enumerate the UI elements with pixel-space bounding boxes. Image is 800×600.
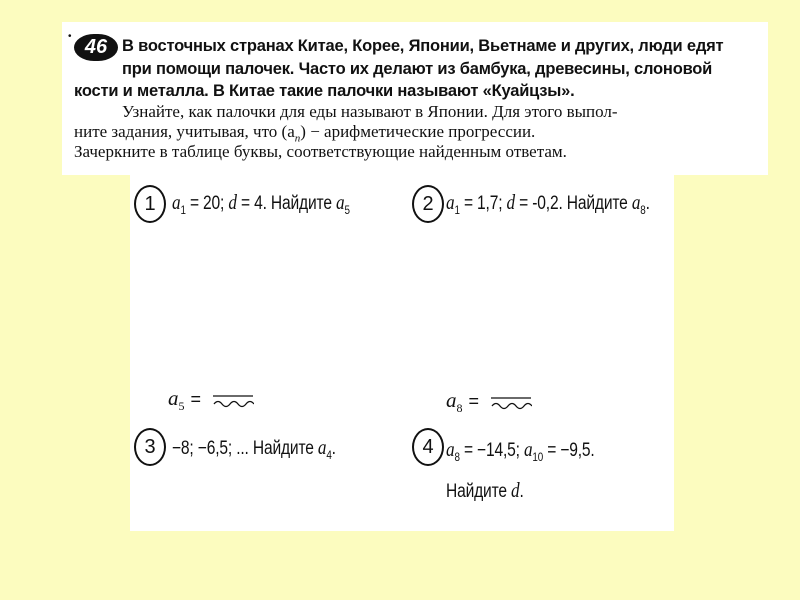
p1-text-2: = 4. Найдите xyxy=(236,193,336,214)
p2-text-1: = 1,7; xyxy=(459,193,507,214)
problem-3-text xyxy=(172,435,336,462)
p3-var-a4: a xyxy=(317,435,327,459)
p4-var-d: d xyxy=(511,478,520,502)
instruction-line-2-text: ните задания, учитывая, что (a xyxy=(74,122,295,141)
problem-2-number: 2 xyxy=(412,185,444,223)
p4-sub-10: 10 xyxy=(532,449,544,464)
answer-1-blank[interactable] xyxy=(212,393,254,409)
problem-4-text xyxy=(446,437,595,464)
p1-text-1: = 20; xyxy=(185,193,229,214)
problem-1-number: 1 xyxy=(134,185,166,223)
intro-line-1: В восточных странах Китае, Корее, Японии, Вьетнаме и других, люди едят xyxy=(122,37,724,55)
p1-var-d: d xyxy=(228,190,237,214)
answer-2 xyxy=(446,388,532,416)
p4-tail: . xyxy=(519,481,524,502)
ans1-eq: = xyxy=(190,389,202,409)
instruction-line-2-rest: ) − арифметические прогрессии. xyxy=(300,122,536,141)
problem-4-text-line-2 xyxy=(446,478,524,503)
intro-line-2: при помощи палочек. Часто их делают из бамбука, древесины, слоновой xyxy=(122,60,713,78)
p3-text-1: −8; −6,5; ... Найдите xyxy=(172,438,318,459)
p4-line2: Найдите xyxy=(446,481,512,502)
intro-line-3: кости и металла. В Китае такие палочки называют «Куайцзы». xyxy=(74,82,575,100)
ans2-sub: 8 xyxy=(456,400,463,415)
p1-var-a: a xyxy=(172,190,181,214)
answer-2-blank[interactable] xyxy=(490,395,532,411)
p2-sub-1: 1 xyxy=(454,202,460,217)
ans1-sub: 5 xyxy=(178,398,185,413)
p2-var-a: a xyxy=(446,190,455,214)
p2-tail: . xyxy=(645,193,650,214)
p3-sub-4: 4 xyxy=(326,447,332,462)
p2-sub-8: 8 xyxy=(640,202,646,217)
problem-4-number: 4 xyxy=(412,428,444,466)
ans2-eq: = xyxy=(468,391,480,411)
problem-3-number: 3 xyxy=(134,428,166,466)
p1-sub-1: 1 xyxy=(180,202,186,217)
p3-tail: . xyxy=(331,438,336,459)
answer-1 xyxy=(168,386,254,414)
problem-1-text xyxy=(172,190,350,217)
p4-var-a8: a xyxy=(446,437,455,461)
task-number-badge: 46 xyxy=(74,34,118,61)
ans1-var: a xyxy=(168,386,179,410)
problems-panel xyxy=(130,175,674,531)
instruction-line-3: Зачеркните в таблице буквы, соответствующие найденным ответам. xyxy=(74,142,567,161)
instruction-line-1: Узнайте, как палочки для еды называют в Японии. Для этого выпол- xyxy=(122,102,618,121)
p1-sub-5: 5 xyxy=(344,202,350,217)
p4-text-1: = −14,5; xyxy=(459,440,524,461)
p2-var-a8: a xyxy=(631,190,641,214)
p1-var-a5: a xyxy=(335,190,345,214)
p2-var-d: d xyxy=(506,190,515,214)
p4-var-a10: a xyxy=(523,437,533,461)
problem-2-text xyxy=(446,190,650,217)
badge-marker: • xyxy=(68,31,72,42)
p4-sub-8: 8 xyxy=(454,449,460,464)
instruction-sub-n: n xyxy=(294,132,301,145)
p2-text-2: = -0,2. Найдите xyxy=(514,193,632,214)
ans2-var: a xyxy=(446,388,457,412)
p4-text-2: = −9,5. xyxy=(543,440,595,461)
